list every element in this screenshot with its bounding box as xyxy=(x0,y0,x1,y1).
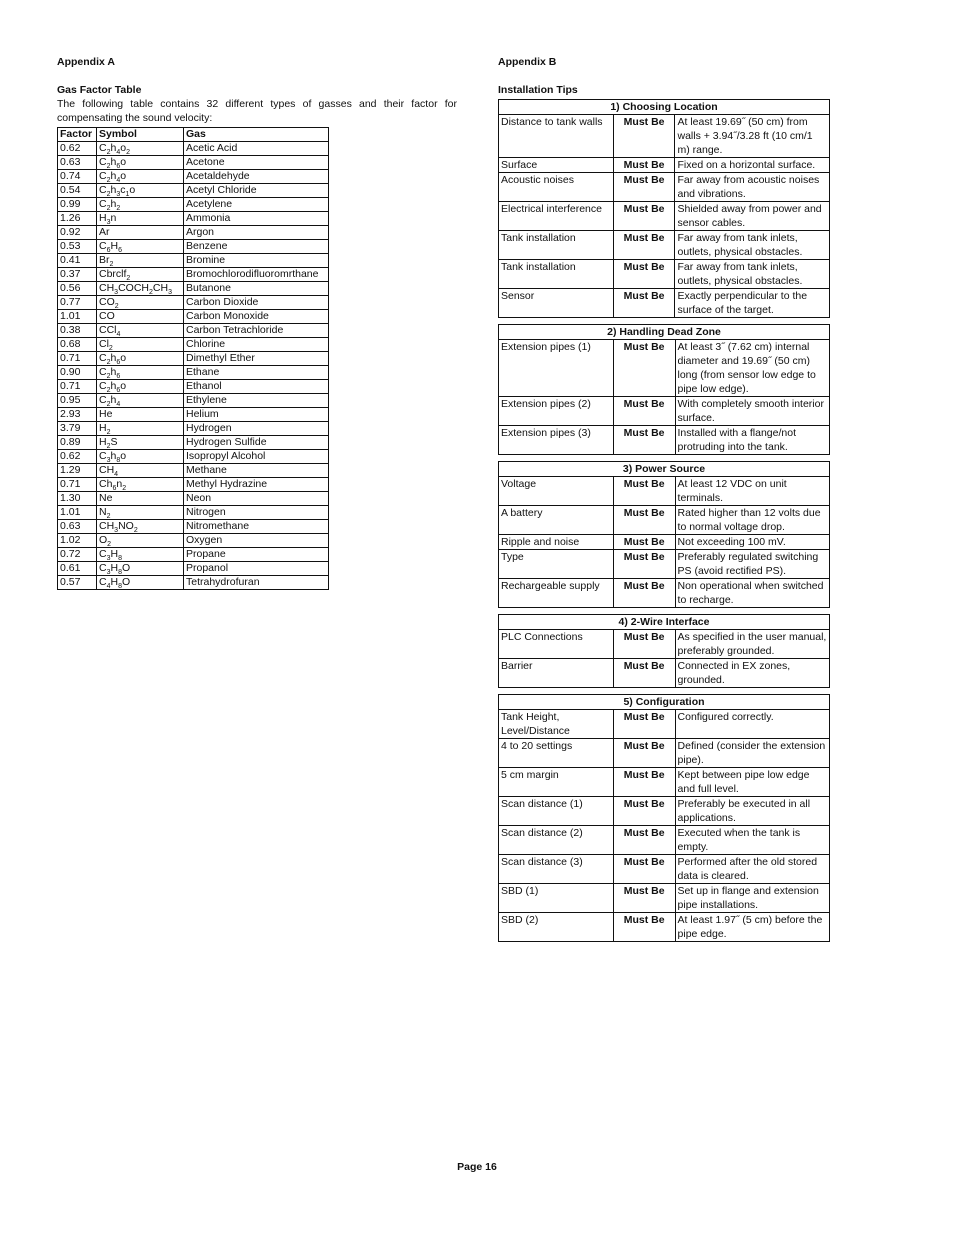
gas-name: Helium xyxy=(184,408,329,422)
gas-symbol: Ne xyxy=(97,492,184,506)
table-row xyxy=(499,550,830,579)
tip-description: Far away from tank inlets, outlets, physical obstacles. xyxy=(675,260,830,289)
gas-symbol: CCl$_4$ xyxy=(97,324,184,338)
table-row xyxy=(499,855,830,884)
tip-description: Preferably regulated switching PS (avoid rectified PS). xyxy=(675,550,829,579)
gas-factor: 0.63 xyxy=(58,156,97,170)
gas-factor: 3.79 xyxy=(58,422,97,436)
gas-symbol: $CH_3COCH_2CH_3$ xyxy=(97,282,184,296)
tip-requirement: Must Be xyxy=(613,826,675,855)
gas-factor-table xyxy=(57,127,329,590)
tip-requirement: Must Be xyxy=(613,535,675,550)
tip-section-table xyxy=(498,461,830,608)
tip-item: Scan distance (1) xyxy=(499,797,614,826)
tip-requirement: Must Be xyxy=(613,289,675,318)
tip-description: Executed when the tank is empty. xyxy=(675,826,829,855)
tip-description: Defined (consider the extension pipe). xyxy=(675,739,829,768)
gas-name: Butanone xyxy=(184,282,329,296)
gas-factor: 0.54 xyxy=(58,184,97,198)
gas-symbol: $C_2h_4$ xyxy=(97,394,184,408)
table-row xyxy=(58,450,329,464)
gas-symbol: $H_2$ xyxy=(97,422,184,436)
tip-description: Preferably be executed in all applications. xyxy=(675,797,829,826)
tip-description: At least 1.97˝ (5 cm) before the pipe edge. xyxy=(675,913,829,942)
table-row xyxy=(499,630,830,659)
table-row xyxy=(58,562,329,576)
table-row xyxy=(58,282,329,296)
gas-factor: 1.26 xyxy=(58,212,97,226)
table-row xyxy=(499,535,830,550)
gas-name: Propane xyxy=(184,548,329,562)
gas-symbol: $Ch_6n_2$ xyxy=(97,478,184,492)
table-row xyxy=(499,768,830,797)
gas-factor-intro: The following table contains 32 different types of gasses and their factor for compensating the sound velocity: xyxy=(57,98,457,124)
tip-requirement: Must Be xyxy=(613,477,675,506)
gas-name: Oxygen xyxy=(184,534,329,548)
tip-item: SBD (1) xyxy=(499,884,614,913)
table-row xyxy=(58,170,329,184)
tip-description: At least 3˝ (7.62 cm) internal diameter and 19.69˝ (50 cm) long (from sensor low edge to pipe low edge). xyxy=(675,340,830,397)
gas-symbol: $C_4H_8O$ xyxy=(97,576,184,590)
gas-factor: 0.72 xyxy=(58,548,97,562)
gas-symbol: $C_2h_6o$ xyxy=(97,156,184,170)
table-row xyxy=(499,115,830,158)
gas-factor: 0.89 xyxy=(58,436,97,450)
col-header-symbol: Symbol xyxy=(97,128,184,142)
gas-symbol: $C_2h_3c_1o$ xyxy=(97,184,184,198)
tip-section-table xyxy=(498,324,830,455)
gas-symbol: $H_2S$ xyxy=(97,436,184,450)
gas-name: Dimethyl Ether xyxy=(184,352,329,366)
tip-item: Extension pipes (1) xyxy=(499,340,614,397)
gas-name: Tetrahydrofuran xyxy=(184,576,329,590)
table-row xyxy=(58,520,329,534)
tip-requirement: Must Be xyxy=(613,340,675,397)
table-row xyxy=(58,324,329,338)
tip-description: Not exceeding 100 mV. xyxy=(675,535,829,550)
gas-symbol: $C_2h_6o$ xyxy=(97,352,184,366)
appendix-a-title: Appendix A xyxy=(57,56,115,68)
gas-name: Carbon Tetrachloride xyxy=(184,324,329,338)
gas-symbol: $C_2h_6o$ xyxy=(97,380,184,394)
gas-name: Bromine xyxy=(184,254,329,268)
gas-name: Isopropyl Alcohol xyxy=(184,450,329,464)
gas-symbol: $C_2h_4o$ xyxy=(97,170,184,184)
gas-factor: 2.93 xyxy=(58,408,97,422)
gas-name: Carbon Dioxide xyxy=(184,296,329,310)
table-row xyxy=(499,426,830,455)
tip-requirement: Must Be xyxy=(613,115,675,158)
gas-name: Ethane xyxy=(184,366,329,380)
table-row xyxy=(499,506,830,535)
tip-requirement: Must Be xyxy=(613,884,675,913)
gas-factor: 0.77 xyxy=(58,296,97,310)
tip-section-title: 4) 2-Wire Interface xyxy=(499,615,830,630)
installation-tips-title: Installation Tips xyxy=(498,84,578,96)
tip-requirement: Must Be xyxy=(613,797,675,826)
tip-requirement: Must Be xyxy=(613,397,675,426)
table-row xyxy=(58,478,329,492)
tip-item: Voltage xyxy=(499,477,614,506)
table-row xyxy=(58,366,329,380)
tip-description: Non operational when switched to recharge. xyxy=(675,579,829,608)
gas-symbol: $C_2h_2$ xyxy=(97,198,184,212)
tip-description: Connected in EX zones, grounded. xyxy=(675,659,829,688)
tip-item: Sensor xyxy=(499,289,614,318)
table-row xyxy=(58,310,329,324)
gas-name: Ethylene xyxy=(184,394,329,408)
table-row xyxy=(58,352,329,366)
table-row xyxy=(58,198,329,212)
tip-item: Tank installation xyxy=(499,260,614,289)
tip-requirement: Must Be xyxy=(613,231,675,260)
tip-requirement: Must Be xyxy=(613,710,675,739)
table-row xyxy=(58,254,329,268)
table-row xyxy=(499,913,830,942)
tip-description: Kept between pipe low edge and full level. xyxy=(675,768,829,797)
table-row xyxy=(58,408,329,422)
table-row xyxy=(499,710,830,739)
tip-requirement: Must Be xyxy=(613,768,675,797)
tip-requirement: Must Be xyxy=(613,506,675,535)
tip-requirement: Must Be xyxy=(613,426,675,455)
gas-factor: 0.95 xyxy=(58,394,97,408)
gas-symbol: $O_2$ xyxy=(97,534,184,548)
gas-factor: 0.37 xyxy=(58,268,97,282)
table-row xyxy=(58,394,329,408)
tip-requirement: Must Be xyxy=(613,659,675,688)
table-row xyxy=(58,380,329,394)
col-header-gas: Gas xyxy=(184,128,329,142)
table-row xyxy=(499,884,830,913)
gas-factor: 0.68 xyxy=(58,338,97,352)
gas-name: Benzene xyxy=(184,240,329,254)
tip-requirement: Must Be xyxy=(613,260,675,289)
tip-requirement: Must Be xyxy=(613,855,675,884)
tip-description: At least 19.69˝ (50 cm) from walls + 3.94˝/3.28 ft (10 cm/1 m) range. xyxy=(675,115,830,158)
gas-factor: 0.90 xyxy=(58,366,97,380)
tip-description: Set up in flange and extension pipe installations. xyxy=(675,884,829,913)
tip-requirement: Must Be xyxy=(613,913,675,942)
tip-section-title: 1) Choosing Location xyxy=(499,100,830,115)
gas-symbol: $CH_4$ xyxy=(97,464,184,478)
tip-item: PLC Connections xyxy=(499,630,614,659)
table-row xyxy=(58,422,329,436)
table-row xyxy=(499,340,830,397)
page-number: Page 16 xyxy=(457,1161,497,1173)
table-row xyxy=(499,659,830,688)
gas-name: Acetaldehyde xyxy=(184,170,329,184)
table-row xyxy=(58,226,329,240)
table-row xyxy=(58,156,329,170)
tip-section-table xyxy=(498,614,830,688)
tip-requirement: Must Be xyxy=(613,579,675,608)
tip-requirement: Must Be xyxy=(613,173,675,202)
gas-symbol: $N_2$ xyxy=(97,506,184,520)
gas-table-body xyxy=(58,142,329,590)
gas-symbol: Cbrclf$_2$ xyxy=(97,268,184,282)
gas-factor-title: Gas Factor Table xyxy=(57,84,142,96)
gas-symbol: $C_3H_8$ xyxy=(97,548,184,562)
table-row xyxy=(499,739,830,768)
gas-symbol: $C_2h_4o_2$ xyxy=(97,142,184,156)
gas-name: Methane xyxy=(184,464,329,478)
tip-description: Exactly perpendicular to the surface of the target. xyxy=(675,289,830,318)
table-row xyxy=(58,548,329,562)
gas-name: Acetyl Chloride xyxy=(184,184,329,198)
table-row xyxy=(499,397,830,426)
gas-symbol: $C_3H_8O$ xyxy=(97,562,184,576)
gas-factor: 1.01 xyxy=(58,506,97,520)
table-row xyxy=(58,464,329,478)
tip-item: Type xyxy=(499,550,614,579)
tip-item: Scan distance (3) xyxy=(499,855,614,884)
gas-name: Ethanol xyxy=(184,380,329,394)
gas-factor: 0.57 xyxy=(58,576,97,590)
gas-factor: 0.41 xyxy=(58,254,97,268)
gas-name: Acetic Acid xyxy=(184,142,329,156)
tip-description: Fixed on a horizontal surface. xyxy=(675,158,830,173)
tip-item: Tank Height, Level/Distance xyxy=(499,710,614,739)
tip-requirement: Must Be xyxy=(613,158,675,173)
table-row xyxy=(499,289,830,318)
gas-factor: 0.61 xyxy=(58,562,97,576)
tip-description: With completely smooth interior surface. xyxy=(675,397,830,426)
gas-name: Nitrogen xyxy=(184,506,329,520)
gas-factor: 0.71 xyxy=(58,380,97,394)
gas-factor: 0.62 xyxy=(58,450,97,464)
gas-symbol: $Cl_2$ xyxy=(97,338,184,352)
gas-symbol: $CO_2$ xyxy=(97,296,184,310)
tip-description: Installed with a flange/not protruding into the tank. xyxy=(675,426,830,455)
gas-name: Propanol xyxy=(184,562,329,576)
tip-description: Far away from tank inlets, outlets, physical obstacles. xyxy=(675,231,830,260)
gas-symbol: $CH_3NO_2$ xyxy=(97,520,184,534)
gas-factor: 0.53 xyxy=(58,240,97,254)
table-row xyxy=(499,231,830,260)
table-row xyxy=(58,268,329,282)
gas-factor: 0.74 xyxy=(58,170,97,184)
gas-factor: 0.38 xyxy=(58,324,97,338)
tip-item: Scan distance (2) xyxy=(499,826,614,855)
table-row xyxy=(499,797,830,826)
gas-symbol: $H_3n$ xyxy=(97,212,184,226)
table-row xyxy=(58,212,329,226)
tip-item: Electrical interference xyxy=(499,202,614,231)
gas-symbol: CO xyxy=(97,310,184,324)
tip-requirement: Must Be xyxy=(613,550,675,579)
gas-symbol: He xyxy=(97,408,184,422)
table-row xyxy=(58,534,329,548)
gas-factor: 0.71 xyxy=(58,478,97,492)
gas-factor: 1.30 xyxy=(58,492,97,506)
tip-item: SBD (2) xyxy=(499,913,614,942)
gas-factor: 1.29 xyxy=(58,464,97,478)
gas-symbol: $C_3h_8o$ xyxy=(97,450,184,464)
table-row xyxy=(499,260,830,289)
appendix-b-title: Appendix B xyxy=(498,56,557,68)
tip-description: Far away from acoustic noises and vibrations. xyxy=(675,173,830,202)
col-header-factor: Factor xyxy=(58,128,97,142)
tip-item: A battery xyxy=(499,506,614,535)
gas-name: Chlorine xyxy=(184,338,329,352)
tip-description: Configured correctly. xyxy=(675,710,829,739)
table-row xyxy=(58,506,329,520)
table-row xyxy=(499,173,830,202)
gas-factor: 1.02 xyxy=(58,534,97,548)
tip-item: Distance to tank walls xyxy=(499,115,614,158)
tip-description: Performed after the old stored data is cleared. xyxy=(675,855,829,884)
tip-requirement: Must Be xyxy=(613,739,675,768)
tip-item: 4 to 20 settings xyxy=(499,739,614,768)
tip-item: Extension pipes (2) xyxy=(499,397,614,426)
gas-factor: 0.56 xyxy=(58,282,97,296)
gas-name: Argon xyxy=(184,226,329,240)
tip-item: Extension pipes (3) xyxy=(499,426,614,455)
tip-requirement: Must Be xyxy=(613,630,675,659)
gas-name: Bromochlorodifluoromrthane xyxy=(184,268,329,282)
table-row xyxy=(58,142,329,156)
tip-section-title: 3) Power Source xyxy=(499,462,830,477)
tip-item: Barrier xyxy=(499,659,614,688)
table-row xyxy=(58,338,329,352)
table-row xyxy=(58,296,329,310)
tip-section-table xyxy=(498,99,830,318)
tip-description: As specified in the user manual, preferably grounded. xyxy=(675,630,829,659)
gas-name: Hydrogen xyxy=(184,422,329,436)
tip-item: Ripple and noise xyxy=(499,535,614,550)
tip-description: Shielded away from power and sensor cables. xyxy=(675,202,830,231)
gas-factor: 0.71 xyxy=(58,352,97,366)
table-row xyxy=(58,240,329,254)
table-row xyxy=(58,576,329,590)
table-row xyxy=(499,579,830,608)
gas-name: Acetone xyxy=(184,156,329,170)
gas-name: Carbon Monoxide xyxy=(184,310,329,324)
gas-factor: 0.99 xyxy=(58,198,97,212)
gas-name: Nitromethane xyxy=(184,520,329,534)
tip-item: Tank installation xyxy=(499,231,614,260)
tip-description: At least 12 VDC on unit terminals. xyxy=(675,477,829,506)
gas-symbol: $C_2h_6$ xyxy=(97,366,184,380)
tip-item: Rechargeable supply xyxy=(499,579,614,608)
tip-requirement: Must Be xyxy=(613,202,675,231)
gas-name: Ammonia xyxy=(184,212,329,226)
tip-item: 5 cm margin xyxy=(499,768,614,797)
gas-table-header-row xyxy=(58,128,329,142)
table-row xyxy=(499,826,830,855)
tip-item: Surface xyxy=(499,158,614,173)
appendix-b xyxy=(498,55,831,948)
tip-section-title: 2) Handling Dead Zone xyxy=(499,325,830,340)
table-row xyxy=(499,477,830,506)
gas-symbol: $C_6H_6$ xyxy=(97,240,184,254)
gas-factor: 0.63 xyxy=(58,520,97,534)
tip-item: Acoustic noises xyxy=(499,173,614,202)
appendix-a xyxy=(57,55,457,590)
gas-name: Acetylene xyxy=(184,198,329,212)
gas-name: Methyl Hydrazine xyxy=(184,478,329,492)
gas-symbol: Ar xyxy=(97,226,184,240)
gas-name: Neon xyxy=(184,492,329,506)
gas-symbol: $Br_2$ xyxy=(97,254,184,268)
gas-factor: 1.01 xyxy=(58,310,97,324)
gas-factor: 0.92 xyxy=(58,226,97,240)
tip-section-table xyxy=(498,694,830,942)
table-row xyxy=(58,492,329,506)
gas-name: Hydrogen Sulfide xyxy=(184,436,329,450)
installation-tips xyxy=(498,99,831,942)
gas-factor: 0.62 xyxy=(58,142,97,156)
tip-section-title: 5) Configuration xyxy=(499,695,830,710)
tip-description: Rated higher than 12 volts due to normal voltage drop. xyxy=(675,506,829,535)
table-row xyxy=(499,158,830,173)
table-row xyxy=(499,202,830,231)
table-row xyxy=(58,436,329,450)
table-row xyxy=(58,184,329,198)
